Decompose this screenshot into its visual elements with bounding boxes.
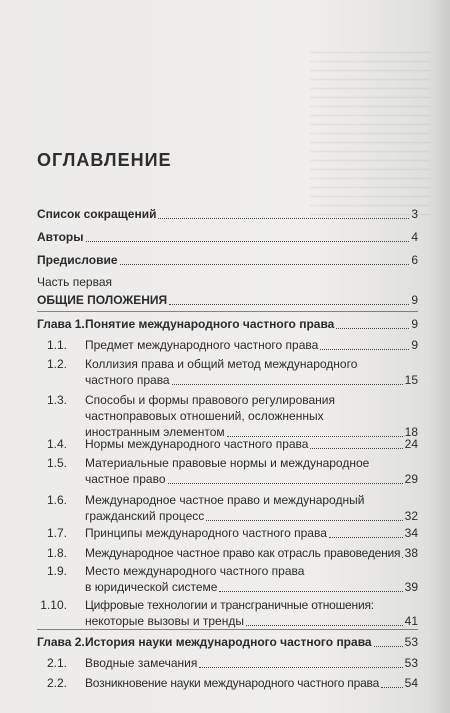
toc-section-1-3 xyxy=(37,392,418,442)
section-title: Предмет международного частного права xyxy=(85,338,319,352)
toc-entry-page: 54 xyxy=(404,676,418,690)
section-number: 1.4. xyxy=(46,437,67,451)
section-title-line: частного права xyxy=(85,373,170,387)
section-title-line: Место международного частного права xyxy=(85,564,305,578)
section-title: Вводные замечания xyxy=(85,656,198,670)
toc-entry-page: 18 xyxy=(404,425,418,439)
dot-leader xyxy=(381,687,403,688)
part-label: Часть первая xyxy=(37,275,113,289)
toc-entry-abbreviations xyxy=(37,206,418,222)
toc-entry-part-one xyxy=(37,292,418,308)
toc-section-2-1 xyxy=(37,655,418,673)
toc-entry-page: 3 xyxy=(411,207,418,221)
chapter-number: Глава 1. xyxy=(37,317,85,331)
part-title: ОБЩИЕ ПОЛОЖЕНИЯ xyxy=(37,293,168,307)
dot-leader xyxy=(199,667,402,668)
section-title: Нормы международного частного права xyxy=(85,437,309,451)
section-title-line: гражданский процесс xyxy=(85,509,205,523)
toc-entry-page: 53 xyxy=(404,656,418,670)
toc-section-1-2 xyxy=(37,356,418,390)
dot-leader xyxy=(172,384,403,385)
toc-chapter-2 xyxy=(37,634,418,652)
chapter-title: Понятие международного частного права xyxy=(85,317,335,331)
section-title-line: Международное частное право и международный xyxy=(85,493,365,507)
toc-entry-label: Список сокращений xyxy=(37,207,157,221)
section-title-line: Цифровые технологии и трансграничные отношения: xyxy=(85,598,374,612)
toc-section-1-7 xyxy=(37,525,418,543)
chapter-number: Глава 2. xyxy=(37,635,85,649)
chapter-title: История науки международного частного права xyxy=(85,635,372,649)
dot-leader xyxy=(206,520,402,521)
toc-section-2-2 xyxy=(37,675,418,693)
dot-leader xyxy=(336,328,409,329)
toc-entry-authors xyxy=(37,229,418,245)
toc-section-1-10 xyxy=(37,597,418,631)
bleed-through-text xyxy=(310,52,430,217)
section-title-line: Коллизия права и общий метод международного xyxy=(85,357,358,371)
toc-entry-page: 29 xyxy=(404,472,418,486)
dot-leader xyxy=(120,264,410,265)
dot-leader xyxy=(329,537,403,538)
toc-entry-page: 9 xyxy=(411,317,418,331)
section-number: 2.1. xyxy=(46,656,67,670)
dot-leader xyxy=(158,218,409,219)
section-number: 1.6. xyxy=(46,493,67,507)
toc-chapter-1 xyxy=(37,316,418,334)
dot-leader xyxy=(86,241,410,242)
page-gutter-shadow xyxy=(428,0,450,713)
toc-entry-page: 41 xyxy=(404,614,418,628)
section-title-line: иностранным элементом xyxy=(85,425,225,439)
toc-entry-label: Предисловие xyxy=(37,253,118,267)
section-title-line: Способы и формы правового регулирования xyxy=(85,393,335,407)
toc-entry-page: 9 xyxy=(411,293,418,307)
section-title-line: частное право xyxy=(85,472,166,486)
section-number: 1.2. xyxy=(46,357,67,371)
dot-leader xyxy=(320,349,409,350)
dot-leader xyxy=(374,646,403,647)
section-title-line: Материальные правовые нормы и международное xyxy=(85,456,370,470)
section-title: Международное частное право как отрасль правоведения xyxy=(85,546,401,560)
toc-entry-page: 39 xyxy=(404,580,418,594)
section-title: Принципы международного частного права xyxy=(85,526,327,540)
toc-entry-page: 34 xyxy=(404,526,418,540)
toc-section-1-6 xyxy=(37,492,418,526)
toc-entry-preface xyxy=(37,252,418,268)
toc-section-1-9 xyxy=(37,563,418,597)
section-number: 1.3. xyxy=(46,393,67,407)
toc-entry-label: Авторы xyxy=(37,230,84,244)
page-title: ОГЛАВЛЕНИЕ xyxy=(37,150,172,170)
section-title-line: некоторые вызовы и тренды xyxy=(85,614,244,628)
section-number: 2.2. xyxy=(46,676,67,690)
section-number: 1.1. xyxy=(46,338,67,352)
section-number: 1.9. xyxy=(46,564,67,578)
toc-entry-page: 32 xyxy=(404,509,418,523)
dot-leader xyxy=(219,591,402,592)
toc-entry-page: 4 xyxy=(411,230,418,244)
dot-leader xyxy=(246,625,403,626)
toc-entry-page: 15 xyxy=(404,373,418,387)
toc-section-1-4 xyxy=(37,436,418,454)
toc-entry-page: 9 xyxy=(411,338,418,352)
section-number: 1.8. xyxy=(46,546,67,560)
dot-leader xyxy=(310,448,402,449)
toc-entry-page: 24 xyxy=(404,437,418,451)
dot-leader xyxy=(168,483,403,484)
toc-entry-page: 38 xyxy=(404,546,418,560)
toc-section-1-1 xyxy=(37,337,418,355)
toc-section-1-8 xyxy=(37,545,418,563)
dot-leader xyxy=(169,304,409,305)
section-number: 1.10. xyxy=(40,598,67,612)
toc-entry-page: 53 xyxy=(404,635,418,649)
divider xyxy=(37,311,418,312)
section-title: Возникновение науки международного частного права xyxy=(85,676,380,690)
section-number: 1.7. xyxy=(46,526,67,540)
section-title-line: частноправовых отношений, осложненных xyxy=(85,409,324,423)
section-title-line: в юридической системе xyxy=(85,580,218,594)
section-number: 1.5. xyxy=(46,456,67,470)
toc-section-1-5 xyxy=(37,455,418,489)
toc-entry-page: 6 xyxy=(411,253,418,267)
divider xyxy=(37,629,418,630)
